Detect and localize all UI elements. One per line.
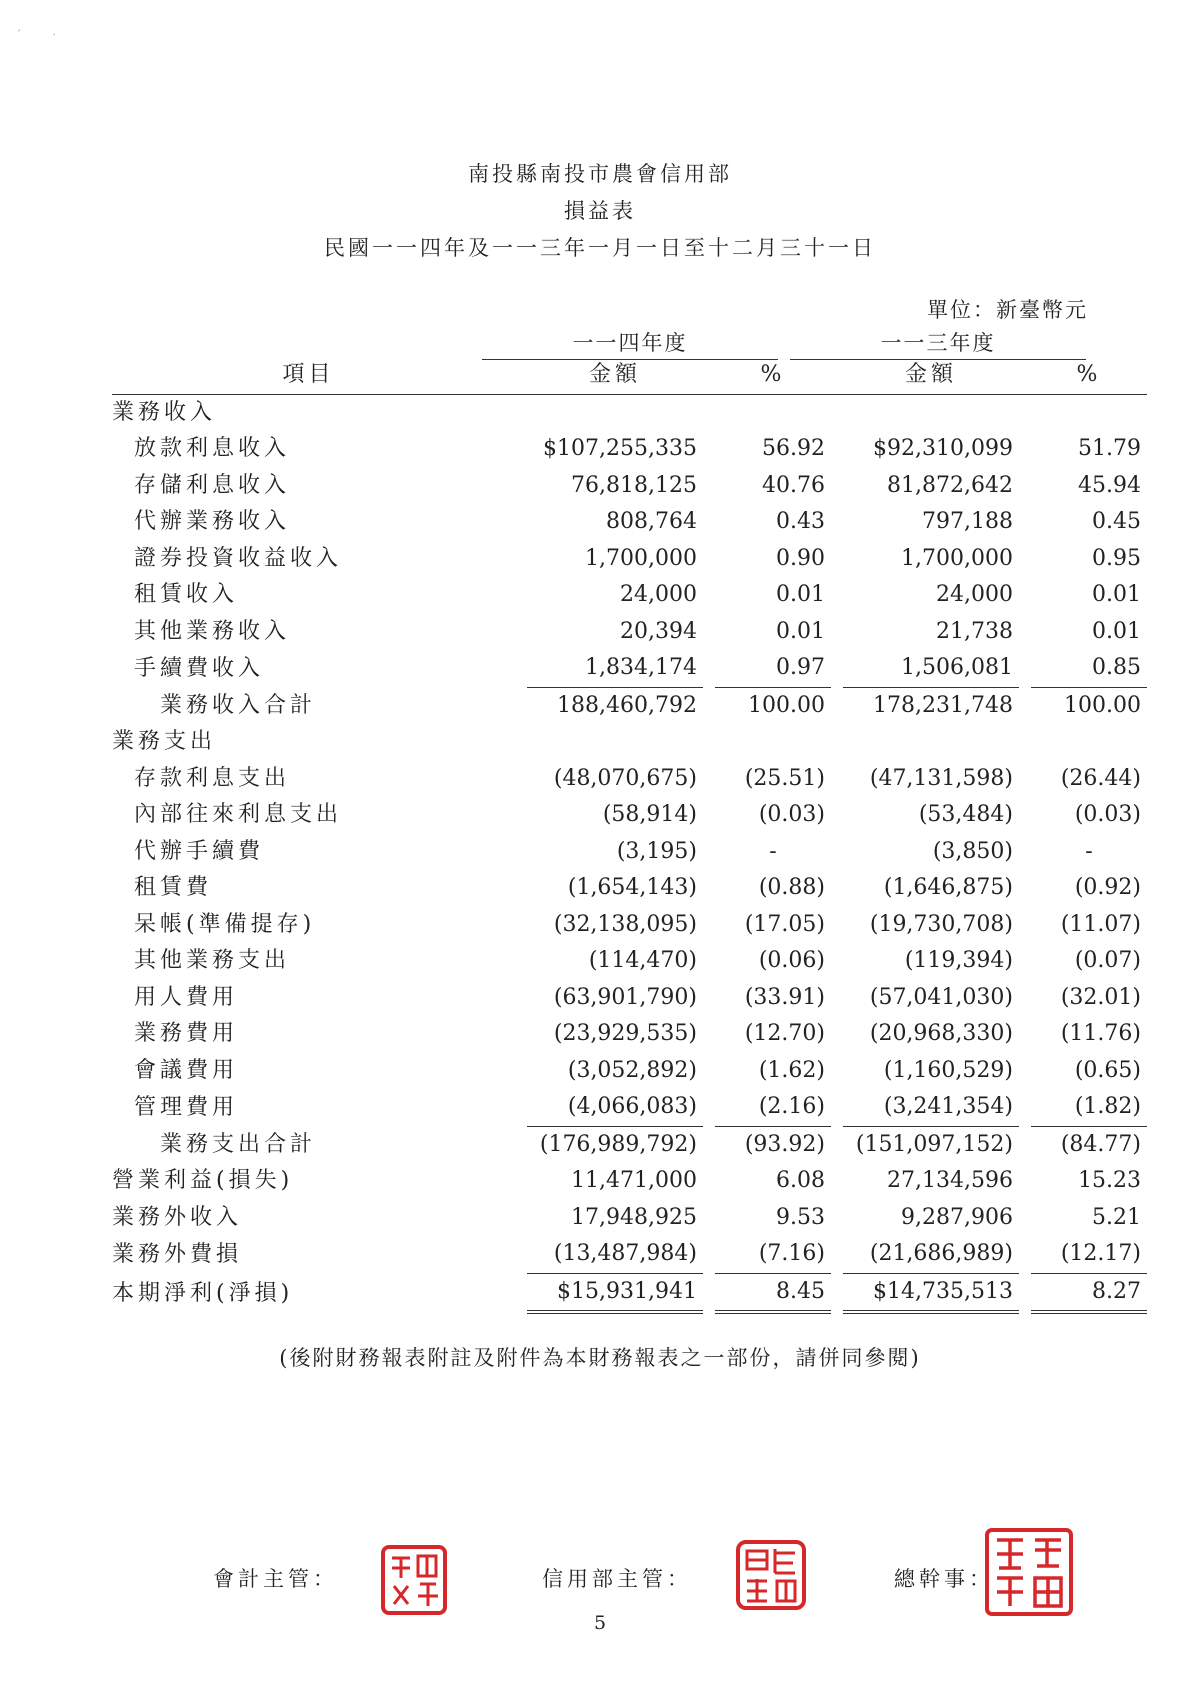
pct-113: 0.01 xyxy=(1092,582,1141,607)
pct-114: (0.88) xyxy=(758,875,825,900)
pct-114: (25.51) xyxy=(744,765,825,791)
amount-114: 11,471,000 xyxy=(571,1168,697,1193)
row-label: 業務收入合計 xyxy=(160,692,317,718)
table-row xyxy=(112,1089,1147,1127)
amount-113-header: 金額 xyxy=(843,357,1019,395)
pct-114: 8.45 xyxy=(715,1274,831,1315)
pct-114: 56.92 xyxy=(762,436,825,461)
amount-113: 81,872,642 xyxy=(887,472,1013,498)
amount-114: (4,066,083) xyxy=(527,1089,703,1127)
amount-113: 797,188 xyxy=(922,509,1013,534)
table-row xyxy=(112,943,1147,980)
table-row xyxy=(112,1163,1147,1200)
pct-114: (0.03) xyxy=(758,802,825,827)
pct-113: (0.65) xyxy=(1074,1057,1141,1083)
amount-113: (53,484) xyxy=(918,802,1013,827)
pct-113: 0.85 xyxy=(1031,650,1147,688)
table-row xyxy=(112,1127,1147,1164)
pct-113: 8.27 xyxy=(1031,1274,1147,1315)
table-row xyxy=(112,468,1147,505)
amount-114: (3,195) xyxy=(616,838,697,864)
amount-114: (23,929,535) xyxy=(553,1021,697,1046)
signature-credit-head-label: 信用部主管： xyxy=(542,1567,692,1591)
pct-114: (93.92) xyxy=(744,1131,825,1157)
amount-113 xyxy=(843,395,1019,432)
amount-113: (20,968,330) xyxy=(869,1021,1013,1046)
table-row xyxy=(112,541,1147,578)
organization-name: 南投縣南投市農會信用部 xyxy=(468,162,732,186)
table-row xyxy=(112,614,1147,651)
pct-114: 0.01 xyxy=(776,618,825,644)
pct-114: 100.00 xyxy=(748,692,825,718)
pct-113: (32.01) xyxy=(1060,984,1141,1010)
table-row xyxy=(112,431,1147,468)
footnote: (後附財務報表附註及附件為本財務報表之一部份，請併同參閱) xyxy=(279,1346,921,1370)
pct-114: 0.90 xyxy=(776,545,825,571)
row-label: 代辦業務收入 xyxy=(134,509,291,534)
row-label: 營業利益(損失) xyxy=(112,1168,294,1193)
amount-114: 808,764 xyxy=(606,509,697,534)
pct-113: 51.79 xyxy=(1078,436,1141,461)
row-label: 業務費用 xyxy=(134,1021,239,1046)
amount-113: (57,041,030) xyxy=(869,984,1013,1010)
row-label: 會議費用 xyxy=(134,1057,239,1083)
row-label: 放款利息收入 xyxy=(134,436,291,461)
table-row xyxy=(112,724,1147,761)
pct-113: 5.21 xyxy=(1092,1204,1141,1230)
pct-113: (26.44) xyxy=(1060,765,1141,791)
row-label: 其他業務支出 xyxy=(134,948,291,973)
scan-specks: ´ · xyxy=(16,30,56,41)
amount-114: (1,654,143) xyxy=(567,875,697,900)
amount-113: (151,097,152) xyxy=(855,1131,1013,1157)
pct-113 xyxy=(1031,724,1147,761)
pct-113: 45.94 xyxy=(1078,472,1141,498)
amount-113: 9,287,906 xyxy=(901,1204,1013,1230)
pct-113: 0.95 xyxy=(1092,545,1141,571)
pct-113 xyxy=(1031,395,1147,432)
pct-114: 0.43 xyxy=(776,509,825,534)
pct-114: (1.62) xyxy=(758,1057,825,1083)
amount-114: (3,052,892) xyxy=(567,1057,697,1083)
row-label: 業務支出合計 xyxy=(160,1131,317,1157)
year-114-header: 一一四年度 xyxy=(482,327,778,360)
pct-113: (11.07) xyxy=(1060,911,1141,937)
table-row xyxy=(112,1200,1147,1237)
column-header-row xyxy=(112,357,1147,395)
pct-113: 0.01 xyxy=(1092,618,1141,644)
row-label: 業務收入 xyxy=(112,399,217,425)
report-header xyxy=(0,156,1200,267)
table-row xyxy=(112,688,1147,725)
amount-113: $92,310,099 xyxy=(873,436,1013,461)
amount-113: 178,231,748 xyxy=(873,692,1013,718)
amount-113: (1,160,529) xyxy=(883,1057,1013,1083)
amount-114: (176,989,792) xyxy=(539,1131,697,1157)
amount-114: (13,487,984) xyxy=(527,1236,703,1274)
table-row xyxy=(112,1274,1147,1315)
amount-114: 20,394 xyxy=(620,618,697,644)
row-label: 管理費用 xyxy=(134,1094,239,1120)
amount-113: (3,241,354) xyxy=(843,1089,1019,1127)
pct-113: 15.23 xyxy=(1078,1168,1141,1193)
year-113-header: 一一三年度 xyxy=(790,327,1086,360)
amount-114: 17,948,925 xyxy=(571,1204,697,1230)
pct-113: (0.07) xyxy=(1074,948,1141,973)
row-label: 其他業務收入 xyxy=(134,618,291,644)
pct-114: 0.97 xyxy=(715,650,831,688)
row-label: 租賃收入 xyxy=(134,582,239,607)
row-label: 業務支出 xyxy=(112,729,217,754)
pct-114: 9.53 xyxy=(776,1204,825,1230)
row-label: 呆帳(準備提存) xyxy=(134,911,316,937)
pct-114: (2.16) xyxy=(715,1089,831,1127)
table-row xyxy=(112,1236,1147,1274)
row-label: 本期淨利(淨損) xyxy=(112,1280,294,1306)
item-column-header: 項目 xyxy=(112,357,505,395)
table-row xyxy=(112,650,1147,688)
amount-113: 1,700,000 xyxy=(901,545,1013,571)
amount-113: (119,394) xyxy=(904,948,1013,973)
amount-113: 24,000 xyxy=(936,582,1013,607)
pct-113: (0.92) xyxy=(1074,875,1141,900)
report-period: 民國一一四年及一一三年一月一日至十二月三十一日 xyxy=(324,236,876,260)
amount-113: 27,134,596 xyxy=(887,1168,1013,1193)
amount-113: (21,686,989) xyxy=(843,1236,1019,1274)
table-row xyxy=(112,980,1147,1017)
pct-113: (1.82) xyxy=(1031,1089,1147,1127)
pct-113: (0.03) xyxy=(1074,802,1141,827)
amount-113: $14,735,513 xyxy=(843,1274,1019,1315)
pct-114 xyxy=(715,395,831,432)
report-title: 損益表 xyxy=(564,199,636,223)
amount-113: (19,730,708) xyxy=(869,911,1013,937)
row-label: 業務外費損 xyxy=(112,1241,243,1267)
pct-114: - xyxy=(769,838,777,864)
table-row xyxy=(112,504,1147,541)
table-row xyxy=(112,761,1147,798)
pct-114: 0.01 xyxy=(776,582,825,607)
row-label: 租賃費 xyxy=(134,875,213,900)
amount-114: 24,000 xyxy=(620,582,697,607)
table-row xyxy=(112,395,1147,432)
pct-114: (7.16) xyxy=(715,1236,831,1274)
signature-director-label: 總幹事： xyxy=(894,1567,994,1591)
pct-114 xyxy=(715,724,831,761)
income-statement-table xyxy=(112,357,1147,1314)
currency-unit: 單位：新臺幣元 xyxy=(927,298,1088,322)
signature-accounting-label: 會計主管： xyxy=(213,1567,338,1591)
amount-114: $107,255,335 xyxy=(543,436,697,461)
amount-114: 188,460,792 xyxy=(557,692,697,718)
amount-114: $15,931,941 xyxy=(527,1274,703,1315)
pct-114: (12.70) xyxy=(744,1021,825,1046)
pct-113: 0.45 xyxy=(1092,509,1141,534)
amount-114: 1,834,174 xyxy=(527,650,703,688)
amount-114: 1,700,000 xyxy=(585,545,697,571)
amount-113: (47,131,598) xyxy=(869,765,1013,791)
pct-114: 40.76 xyxy=(762,472,825,498)
amount-114 xyxy=(527,395,703,432)
amount-114: (32,138,095) xyxy=(553,911,697,937)
pct-114: (17.05) xyxy=(744,911,825,937)
page-number: 5 xyxy=(593,1612,607,1634)
pct-114-header: % xyxy=(715,357,831,395)
pct-113-header: % xyxy=(1031,357,1147,395)
row-label: 存款利息支出 xyxy=(134,765,291,791)
amount-114: (48,070,675) xyxy=(553,765,697,791)
amount-114: (58,914) xyxy=(602,802,697,827)
table-row xyxy=(112,870,1147,907)
row-label: 證券投資收益收入 xyxy=(134,545,343,571)
pct-113: (84.77) xyxy=(1060,1131,1141,1157)
director-seal-stamp xyxy=(983,1526,1075,1618)
amount-114 xyxy=(527,724,703,761)
row-label: 存儲利息收入 xyxy=(134,472,291,498)
amount-113 xyxy=(843,724,1019,761)
row-label: 業務外收入 xyxy=(112,1204,243,1230)
pct-114: (0.06) xyxy=(758,948,825,973)
amount-114: (63,901,790) xyxy=(553,984,697,1010)
row-label: 手續費收入 xyxy=(134,655,265,681)
table-row xyxy=(112,577,1147,614)
pct-114: 6.08 xyxy=(776,1168,825,1193)
accounting-seal-stamp xyxy=(380,1544,448,1616)
pct-113: (12.17) xyxy=(1031,1236,1147,1274)
amount-113: 1,506,081 xyxy=(843,650,1019,688)
amount-114: (114,470) xyxy=(588,948,697,973)
table-row xyxy=(112,834,1147,871)
amount-114: 76,818,125 xyxy=(571,472,697,498)
row-label: 代辦手續費 xyxy=(134,838,265,864)
row-label: 用人費用 xyxy=(134,984,239,1010)
amount-113: (3,850) xyxy=(932,838,1013,864)
credit-head-seal-stamp xyxy=(735,1539,807,1611)
amount-113: 21,738 xyxy=(936,618,1013,644)
table-row xyxy=(112,907,1147,944)
pct-113: (11.76) xyxy=(1060,1021,1141,1046)
pct-114: (33.91) xyxy=(744,984,825,1010)
table-row xyxy=(112,797,1147,834)
amount-114-header: 金額 xyxy=(527,357,703,395)
row-label: 內部往來利息支出 xyxy=(134,802,343,827)
amount-113: (1,646,875) xyxy=(883,875,1013,900)
pct-113: - xyxy=(1085,838,1093,864)
pct-113: 100.00 xyxy=(1064,692,1141,718)
table-row xyxy=(112,1016,1147,1053)
table-row xyxy=(112,1053,1147,1090)
